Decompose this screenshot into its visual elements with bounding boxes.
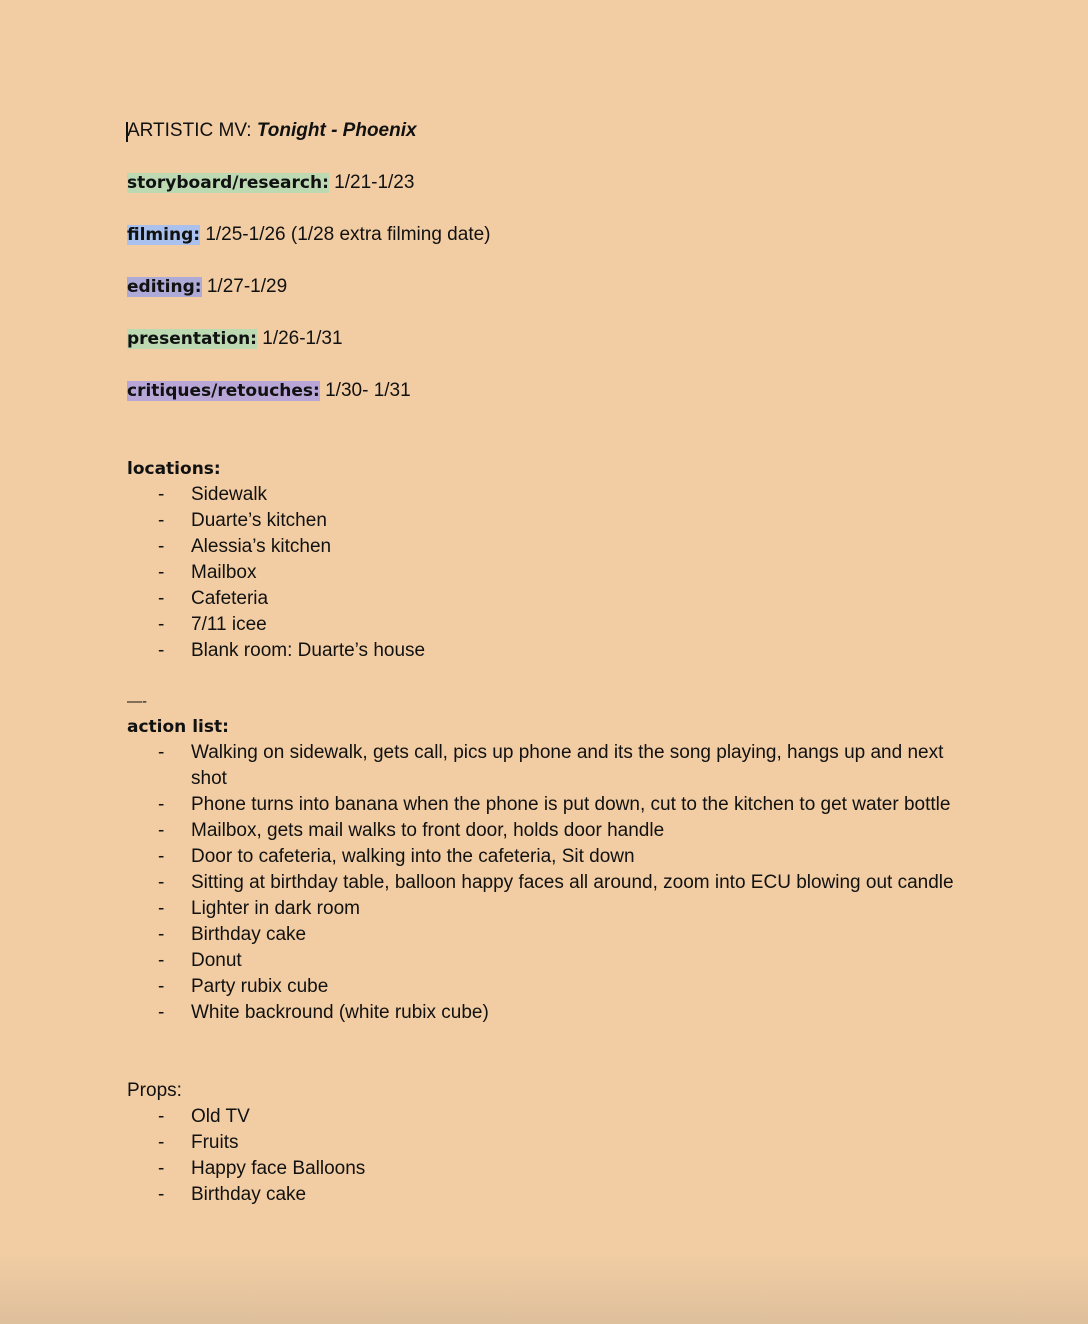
bullet-dash: -: [158, 950, 165, 971]
schedule-dates: 1/25-1/26 (1/28 extra filming date): [205, 224, 491, 245]
bullet-dash: -: [158, 1184, 165, 1205]
list-item: - Cafeteria: [127, 586, 967, 612]
props-heading: Props:: [127, 1080, 182, 1101]
list-item: - Old TV: [127, 1104, 967, 1130]
props-list: [127, 1104, 967, 1208]
list-item: - Mailbox: [127, 560, 967, 586]
list-item: - Duarte’s kitchen: [127, 508, 967, 534]
bullet-dash: -: [158, 742, 165, 763]
document-title: ARTISTIC MV: Tonight - Phoenix: [127, 120, 417, 141]
schedule-storyboard: [127, 170, 967, 196]
list-item: - Phone turns into banana when the phone is put down, cut to the kitchen to get water bottle: [127, 792, 967, 818]
schedule-label: presentation:: [127, 329, 257, 349]
text-cursor: [126, 122, 128, 142]
bullet-dash: -: [158, 1002, 165, 1023]
list-item: - Walking on sidewalk, gets call, pics up phone and its the song playing, hangs up and next shot: [158, 742, 944, 789]
bullet-dash: -: [158, 588, 165, 609]
bullet-dash: -: [158, 976, 165, 997]
bullet-dash: -: [158, 1158, 165, 1179]
list-item: - Blank room: Duarte’s house: [127, 638, 967, 664]
list-item: - Sidewalk: [127, 482, 967, 508]
bullet-dash: -: [158, 924, 165, 945]
bullet-dash: -: [158, 1106, 165, 1127]
list-item: - Party rubix cube: [127, 974, 967, 1000]
schedule-label: filming:: [127, 225, 201, 245]
document-body[interactable]: [127, 118, 967, 1208]
schedule-label: critiques/retouches:: [127, 381, 320, 401]
schedule-label: editing:: [127, 277, 202, 297]
section-separator: —-: [127, 693, 147, 710]
schedule-critiques: [127, 378, 967, 404]
bullet-dash: -: [158, 614, 165, 635]
bullet-dash: -: [158, 846, 165, 867]
schedule-dates: 1/26-1/31: [262, 328, 343, 349]
locations-heading: locations:: [127, 459, 221, 479]
bullet-dash: -: [158, 820, 165, 841]
list-item: - Birthday cake: [127, 922, 967, 948]
list-item: - Donut: [127, 948, 967, 974]
bullet-dash: -: [158, 536, 165, 557]
list-item: - Door to cafeteria, walking into the cafeteria, Sit down: [127, 844, 967, 870]
schedule-dates: 1/21-1/23: [334, 172, 415, 193]
schedule-presentation: [127, 326, 967, 352]
action-list-heading: action list:: [127, 717, 229, 737]
list-item: - Sitting at birthday table, balloon happy faces all around, zoom into ECU blowing out candle: [127, 870, 967, 896]
list-item: - Happy face Balloons: [127, 1156, 967, 1182]
action-list: [127, 740, 967, 1026]
bullet-dash: -: [158, 510, 165, 531]
bullet-dash: -: [158, 1132, 165, 1153]
song-title: Tonight - Phoenix: [256, 120, 417, 141]
schedule-dates: 1/30- 1/31: [325, 380, 411, 401]
list-item: - Fruits: [127, 1130, 967, 1156]
list-item: - Birthday cake: [127, 1182, 967, 1208]
schedule-dates: 1/27-1/29: [206, 276, 288, 297]
bullet-dash: -: [158, 898, 165, 919]
list-item: - 7/11 icee: [127, 612, 967, 638]
bullet-dash: -: [158, 640, 165, 661]
schedule-editing: [127, 274, 967, 300]
list-item: - White backround (white rubix cube): [127, 1000, 967, 1026]
bullet-dash: -: [158, 484, 165, 505]
list-item: - Lighter in dark room: [127, 896, 967, 922]
bullet-dash: -: [158, 794, 165, 815]
list-item: - Mailbox, gets mail walks to front door, holds door handle: [127, 818, 967, 844]
bullet-dash: -: [158, 562, 165, 583]
list-item: - Alessia’s kitchen: [127, 534, 967, 560]
schedule-label: storyboard/research:: [127, 173, 329, 193]
locations-list: [127, 482, 967, 664]
bullet-dash: -: [158, 872, 165, 893]
bottom-shadow: [0, 1254, 1088, 1324]
schedule-filming: [127, 222, 967, 248]
